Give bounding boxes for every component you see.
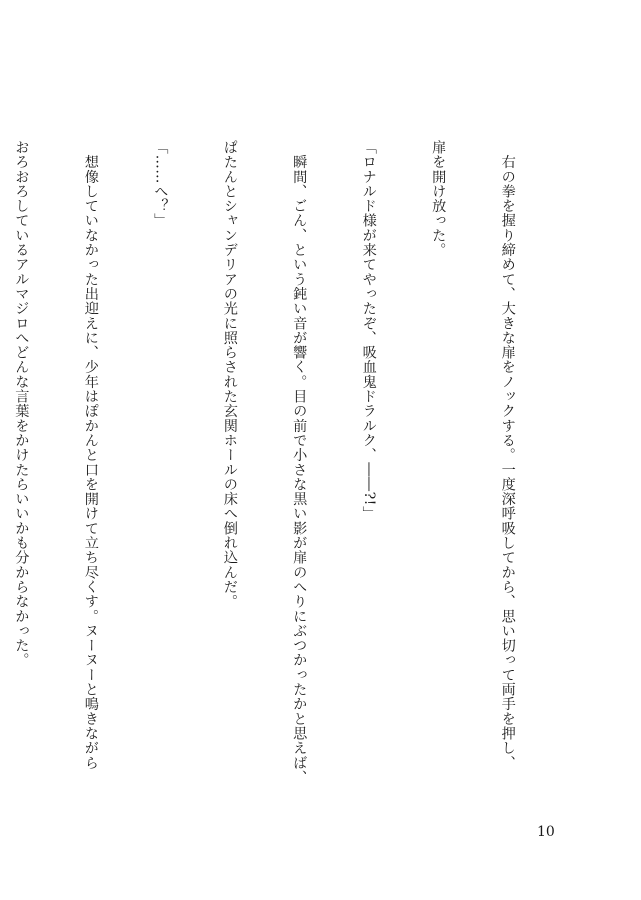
text-line: ぱたんとシャンデリアの光に照らされた玄関ホールの床へ倒れ込んだ。 — [221, 140, 238, 609]
text-line: 「ロナルド様が来てやったぞ、吸血鬼ドラルク、――?!」 — [360, 140, 377, 521]
text-line: 「……へ？」 — [152, 140, 169, 228]
text-line: 扉を開け放った。 — [430, 140, 447, 258]
text-line: 右の拳を握り締めて、大きな扉をノックする。一度深呼吸してから、思い切って両手を押し、 — [499, 140, 516, 770]
page-number: 10 — [537, 824, 555, 840]
text-line: おろおろしているアルマジロへどんな言葉をかけたらいいかも分からなかった。 — [13, 140, 30, 668]
vertical-text-body — [13, 140, 565, 785]
text-line: 瞬間、ごん、という鈍い音が響く。目の前で小さな黒い影が扉のへりにぶつかったかと思えば、 — [291, 140, 308, 785]
text-line: 想像していなかった出迎えに、少年はぽかんと口を開けて立ち尽くす。ヌーヌーと鳴きながら — [82, 140, 99, 770]
